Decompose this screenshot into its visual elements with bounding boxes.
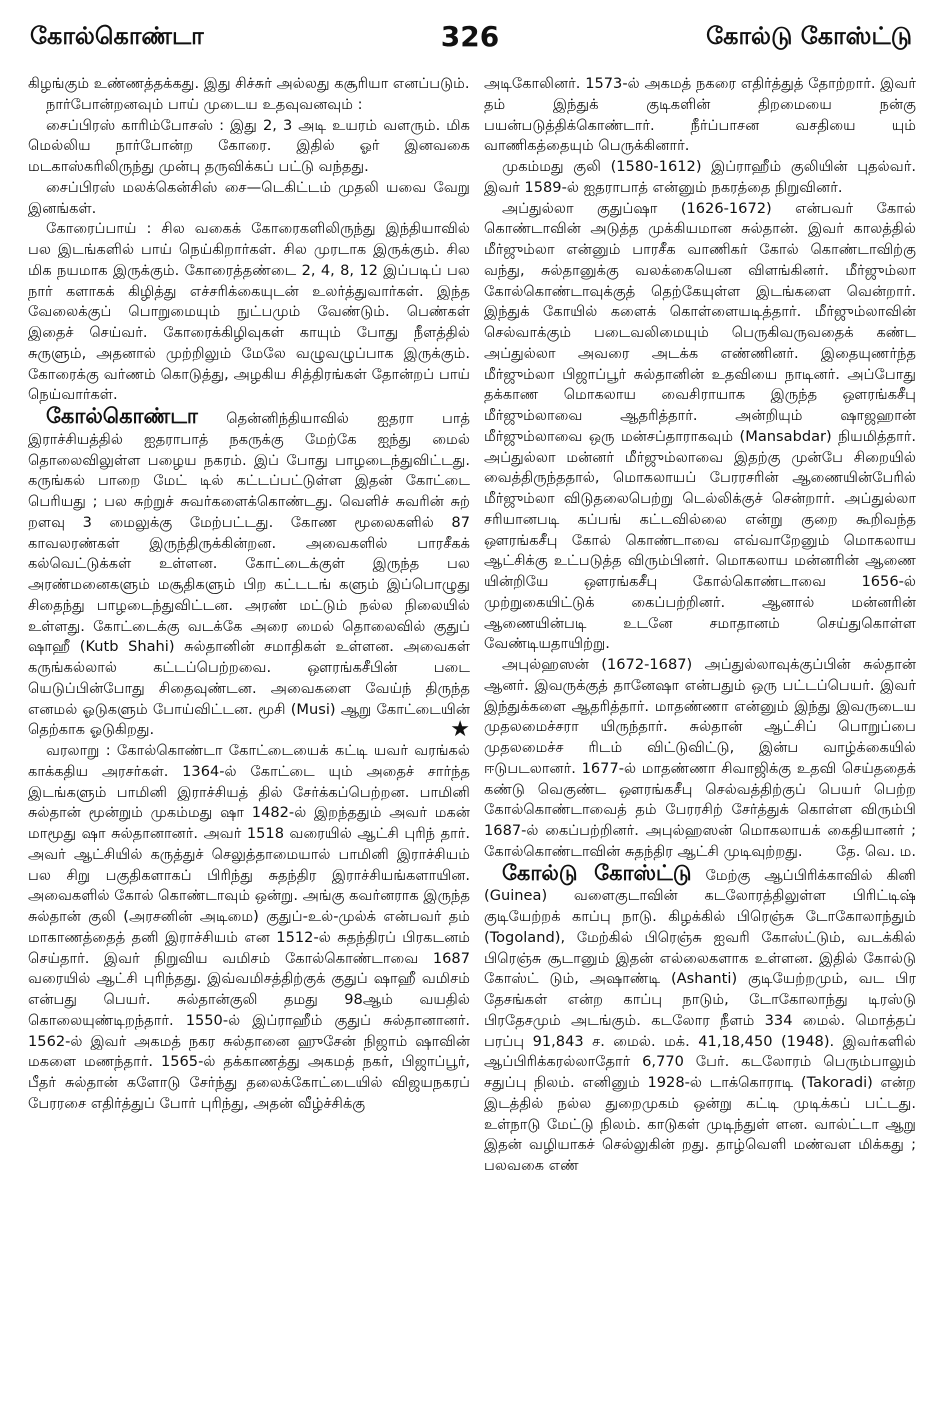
entry-heading-golconda: கோல்கொண்டா bbox=[46, 404, 198, 428]
right-column bbox=[484, 74, 916, 1414]
paragraph: சைப்பிரஸ் மலக்கென்சிஸ் சை—டெகிட்டம் முதலி யவை வேறு இனங்கள். bbox=[28, 178, 470, 217]
paragraph bbox=[484, 655, 916, 863]
page-number: 326 bbox=[440, 20, 500, 53]
entry-paragraph bbox=[28, 406, 470, 741]
left-column bbox=[28, 74, 470, 1414]
star-icon: ★ bbox=[450, 717, 470, 743]
paragraph: அப்துல்லா குதுப்ஷா (1626-1672) என்பவர் கோல் கொண்டாவின் அடுத்த முக்கியமான சுல்தான். இவர் காலத்தில் மீர்ஜும்லா என்னும் பாரசீக வாணிகர் கோல் கொண்டாவிற்கு வந்து, சுல்தானுக்கு வலக்கையென விளங்கினர். மீர்ஜும்லா கோல்கொண்டாவுக்குத் தெற்கேயுள்ள இடங்களை வென்றார். இந்துக் கோயில் களைக் கொள்ளையடித்தார். மீர்ஜும்லாவின் செல்வாக்கும் படைவலிமையும் பெருகிவருவதைக் கண்ட அப்துல்லா அவரை அடக்க எண்ணினர். இதையுணர்ந்த மீர்ஜும்லா பிஜாப்பூர் சுல்தானின் உதவியை நாடினர். அப்போது தக்காண மொகலாய வைசிராயாக இருந்த ஔரங்கசீபு மீர்ஜும்லாவை ஆதரித்தார். அன்றியும் ஷாஜஹான் மீர்ஜும்லாவை ஒரு மன்சப்தாராகவும் (Mansabdar) நியமித்தார். அப்துல்லா மன்னர் மீர்ஜும்லாவை இதற்கு முன்பே சிறையில் வைத்திருந்ததால், மொகலாயப் பேரரசரின் ஆணையின்பேரில் மீர்ஜும்லா விடுதலைபெற்று டெல்லிக்குச் சென்றார். அப்துல்லா சரியானபடி கப்பங் கட்டவில்லை என்று குறை கூறிவந்த ஔரங்கசீபு கோல் கொண்டாவை எவ்வாறேனும் மொகலாய ஆட்சிக்கு உட்படுத்த விரும்பினர். மொகலாய மன்னரின் ஆணை யின்றியே ஔரங்கசீபு கோல்கொண்டாவை 1656-ல் முற்றுகையிட்டுக் கைப்பற்றினர். ஆனால் மன்னரின் ஆணையின்படி உடனே சமாதானம் செய்துகொள்ள வேண்டியதாயிற்று. bbox=[484, 199, 916, 653]
running-head-right: கோல்டு கோஸ்ட்டு bbox=[706, 22, 912, 50]
entry-paragraph bbox=[484, 860, 916, 1177]
paragraph: சைப்பிரஸ் காரிம்போசஸ் : இது 2, 3 அடி உயரம் வளரும். மிக மெல்லிய நார்போன்ற கோரை. இதில் ஓர் இனவகை மடகாஸ்கரிலிருந்து முன்பு தருவிக்கப் பட்டு வந்தது. bbox=[28, 116, 470, 175]
entry-heading-gold-coast: கோல்டு கோஸ்ட்டு bbox=[502, 860, 692, 885]
paragraph: நார்போன்றனவும் பாய் முடைய உதவுவனவும் : bbox=[46, 95, 363, 113]
paragraph: முகம்மது குலி (1580-1612) இப்ராஹீம் குலியின் புதல்வர். இவர் 1589-ல் ஐதராபாத் என்னும் நகரத்தை நிறுவினர். bbox=[484, 158, 916, 196]
paragraph-text: அபுல்ஹஸன் (1672-1687) அப்துல்லாவுக்குப்பின் சுல்தான் ஆனர். இவருக்குத் தானேஷா என்பதும் ஒரு பட்டப்பெயர். இவர் இந்துக்களை ஆதரித்தார். மாதண்ணா என்னும் இந்து இவருடைய முதலமைச்சரா யிருந்தார். சுல்தான் ஆட்சிப் பொறுப்பை முதலமைச்ச ரிடம் விட்டுவிட்டு, இன்ப வாழ்க்கையில் ஈடுபடலானர். 1677-ல் மாதண்ணா சிவாஜிக்கு உதவி செய்ததைக் கண்டு வெகுண்ட ஔரங்கசீபு செல்வத்திற்குப் பெயர் பெற்ற கோல்கொண்டாவைத் தம் பேரரசிற் சேர்த்துக் கொள்ள விரும்பி 1687-ல் கைப்பற்றினர். அபுல்ஹஸன் மொகலாயக் கைதியானர் ; கோல்கொண்டாவின் சுதந்திர ஆட்சி முடிவுற்றது. bbox=[484, 656, 916, 860]
author-signature: தே. வெ. ம. bbox=[835, 842, 916, 860]
paragraph: வரலாறு : கோல்கொண்டா கோட்டையைக் கட்டி யவர் வரங்கல் காக்கதிய அரசர்கள். 1364-ல் கோட்டை யும் அதைச் சார்ந்த இடங்களும் பாமினி இராச்சியத் தில் சேர்க்கப்பெற்றன. பாமினி சுல்தான் மூன்றும் முகம்மது ஷா 1482-ல் இறந்ததும் அவர் மகன் மாமூது ஷா சுல்தானானர். அவர் 1518 வரையில் ஆட்சி புரிந் தார். அவர் ஆட்சியில் கருத்துச் செலுத்தாமையால் பாமினி இராச்சியம் பல சிறு பகுதிகளாகப் பிரிந்து சுதந்திர இராச்சியங்களாயின. அவைகளில் கோல் கொண்டாவும் ஒன்று. அங்கு கவர்னராக இருந்த சுல்தான் குலி (அரசனின் அடிமை) குதுப்-உல்-முல்க் என்பவர் தம் மாகாணத்தைத் தனி இராச்சியம் என 1512-ல் சுதந்திரப் பிரகடனம் செய்தார். இவர் நிறுவிய வமிசம் கோல்கொண்டாவை 1687 வரையில் ஆட்சி புரிந்தது. இவ்வமிசத்திற்குக் குதுப் ஷாஹீ வமிசம் என்பது பெயர். சுல்தான்குலி தமது 98ஆம் வயதில் கொலையுண்டிறந்தார். 1550-ல் இப்ராஹீம் குதுப் சுல்தானானர். 1562-ல் இவர் அகமத் நகர சுல்தானை ஹுசேன் நிஜாம் ஷாவின் மகளை மணந்தார். 1565-ல் தக்காணத்து அகமத் நகர், பிஜாப்பூர், பீதர் சுல்தான் களோடு சேர்ந்து தலைக்கோட்டையில் விஜயநகரப் பேரரசை எதிர்த்துப் போர் புரிந்து, அதன் வீழ்ச்சிக்கு bbox=[28, 742, 470, 1112]
paragraph: அடிகோலினர். 1573-ல் அகமத் நகரை எதிர்த்துத் தோற்றார். இவர் தம் இந்துக் குடிகளின் திறமையை நன்கு பயன்படுத்திக்கொண்டார். நீர்ப்பாசன வசதியை யும் வாணிகத்தையும் பெருக்கினார். bbox=[484, 75, 916, 155]
running-head-left: கோல்கொண்டா bbox=[30, 22, 204, 50]
paragraph: கிழங்கும் உண்ணத்தக்கது. இது சிச்சுர் அல்லது கசூரியா எனப்படும். bbox=[28, 75, 470, 92]
entry-text: மேற்கு ஆப்பிரிக்காவில் கினி (Guinea) வளைகுடாவின் கடலோரத்திலுள்ள பிரிட்டிஷ் குடியேற்றக் காப்பு நாடு. கிழக்கில் பிரெஞ்சு டோகோலாந்தும் (Togoland), மேற்கில் பிரெஞ்சு ஐவரி கோஸ்ட்டும், வடக்கில் பிரெஞ்சு சூடானும் இதன் எல்லைகளாக உள்ளன. இதில் கோல்டு கோஸ்ட் டும், அஷாண்டி (Ashanti) குடியேற்றமும், வட பிர தேசங்கள் என்ற காப்பு நாடும், டோகோலாந்து டிரஸ்டு பிரதேசமும் அடங்கும். கடலோர நீளம் 334 மைல். மொத்தப் பரப்பு 91,843 ச. மைல். மக். 41,18,450 (1948). இவர்களில் ஆப்பிரிக்கரல்லாதோர் 6,770 பேர். கடலோரம் பெரும்பாலும் சதுப்பு நிலம். எனினும் 1928-ல் டாக்கொராடி (Takoradi) என்ற இடத்தில் நல்ல துறைமுகம் ஒன்று கட்டி முடிக்கப் பட்டது. உள்நாடு மேட்டு நிலம். காடுகள் முடிந்துள் ளன. வால்ட்டா ஆறு இதன் வழியாகச் செல்லுகின் றது. தாழ்வெளி மண்வள மிக்கது ; பலவகை எண் bbox=[484, 866, 916, 1174]
paragraph: கோரைப்பாய் : சில வகைக் கோரைகளிலிருந்து இந்தியாவில் பல இடங்களில் பாய் நெய்கிறார்கள். சில முரடாக இருக்கும். சில மிக நயமாக இருக்கும். கோரைத்தண்டை 2, 4, 8, 12 இப்படிப் பல நார் களாகக் கிழித்து எச்சரிக்கையுடன் உலர்த்துவார்கள். இந்த வேலைக்குப் பொறுமையும் நுட்பமும் வேண்டும். பெண்கள் இதைச் செய்வர். கோரைக்கிழிவுகள் காயும் போது நீளத்தில் சுருளும், அதனால் முற்றிலும் மேலே வழுவழுப்பாக இருக்கும். கோரைக்கு வர்ணம் கொடுத்து, அழகிய சித்திரங்கள் தோன்றப் பாய் நெய்வார்கள். bbox=[28, 220, 470, 404]
entry-text: தென்னிந்தியாவில் ஐதரா பாத் இராச்சியத்தில் ஐதராபாத் நகருக்கு மேற்கே ஐந்து மைல் தொலைவிலுள்ள பழைய நகரம். இப் போது பாழடைந்துவிட்டது. கருங்கல் பாறை மேட் டில் கட்டப்பட்டுள்ள இதன் கோட்டை பெரியது ; பல சுற்றுச் சுவர்களைக்கொண்டது. வெளிச் சுவரின் சுற் றளவு 3 மைலுக்கு மேற்பட்டது. கோண மூலைகளில் 87 காவலரண்கள் இருந்திருக்கின்றன. அவைகளில் பாரசீகக் கல்வெட்டுக்கள் உள்ளன. கோட்டைக்குள் இருந்த பல அரண்மனைகளும் மசூதிகளும் பிற கட்டடங் களும் இப்பொழுது சிதைந்து பாழடைந்துவிட்டன. அரண் மட்டும் நல்ல நிலையில் உள்ளது. கோட்டைக்கு வடக்கே அரை மைல் தொலைவில் குதுப் ஷாஹீ (Kutb Shahi) சுல்தானின் சமாதிகள் உள்ளன. அவைகள் கருங்கல்லால் கட்டப்பெற்றவை. ஔரங்கசீபின் படை யெடுப்பின்போது சிதைவுண்டன. அவைகளை வேய்ந் திருந்த எனமல் ஓடுகளும் போய்விட்டன. மூசி (Musi) ஆறு கோட்டையின் தெற்காக ஓடுகிறது. bbox=[28, 410, 470, 739]
page-header bbox=[0, 0, 940, 58]
